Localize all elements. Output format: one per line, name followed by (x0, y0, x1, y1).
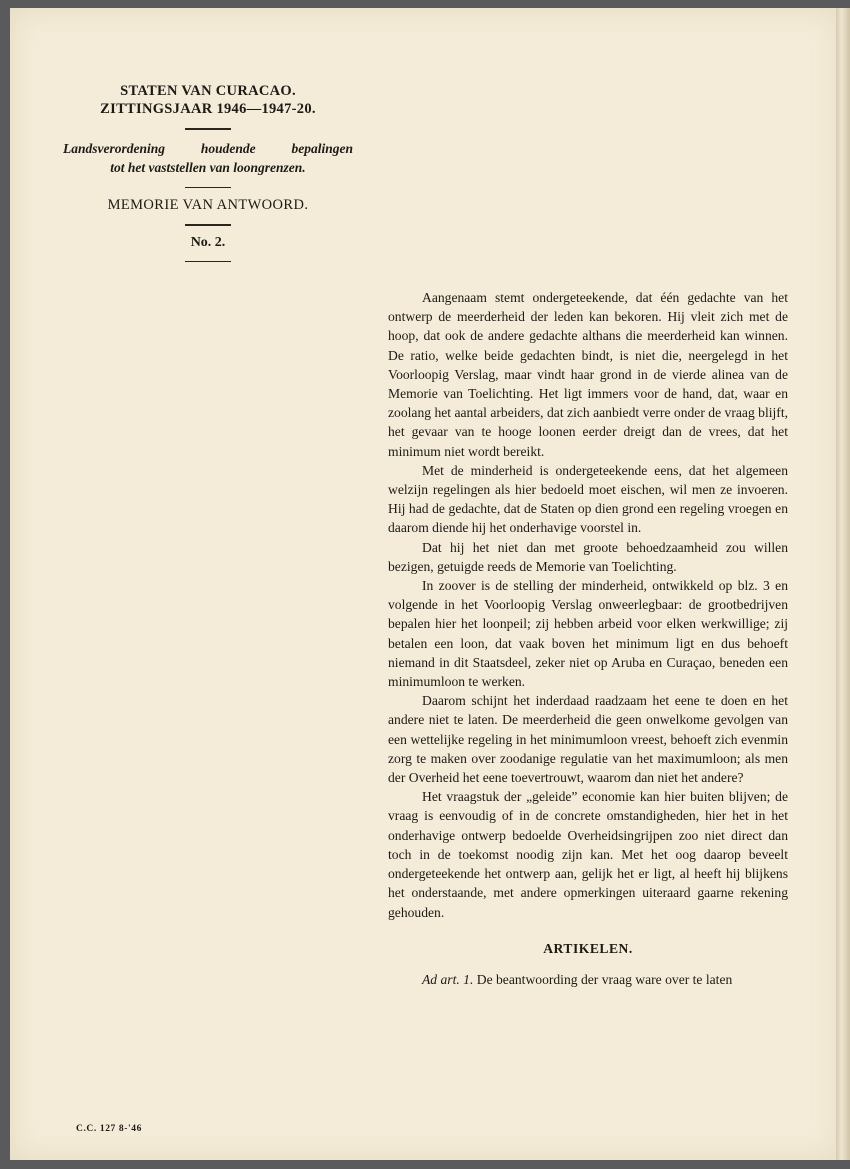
divider-rule (185, 261, 231, 263)
subtitle-line-1: Landsverordening houdende bepalingen (63, 140, 353, 156)
subtitle (58, 139, 358, 177)
paragraph: In zoover is de stelling der minderheid, ontwikkeld op blz. 3 en volgende in het Voorloopig Verslag onweerlegbaar: de grootbedrijven bepalen hier het loonpeil; zij hebben arbeid voor elken werkwillige; zij betalen een loon, dat vaak boven het minimum ligt en dus behoeft niemand in dit Staatsdeel, zeker niet op Aruba en Curaçao, beneden een minimumloon te werken. (388, 578, 788, 690)
document-header (58, 82, 358, 271)
title-line-2: ZITTINGSJAAR 1946—1947-20. (100, 101, 316, 117)
divider-rule (185, 187, 231, 189)
document-number: No. 2. (190, 234, 226, 250)
subtitle-line-2: tot het vaststellen van loongrenzen. (110, 159, 306, 175)
paragraph: Aangenaam stemt ondergeteekende, dat één gedachte van het ontwerp de meerderheid der leden kan bekoren. Hij vleit zich met de hoop, dat ook de andere gedachte althans die meerderheid kan winnen. De ratio, welke beide gedachten bindt, is niet die, neergelegd in het Voorloopig Verslag, maar vindt haar grond in de vierde alinea van de Memorie van Toelichting. Het ligt immers voor de hand, dat, waar en zoolang het aantal arbeiders, dat zich aanbiedt verre onder de vraag blijft, het gevaar van te hooge loonen eerder dreigt dan de vrees, dat het minimum niet wordt bereikt. (388, 290, 788, 459)
document-type: MEMORIE VAN ANTWOORD. (107, 197, 309, 213)
article-text: De beantwoording der vraag ware over te laten (476, 971, 733, 987)
divider-rule (185, 224, 231, 226)
paragraph: Dat hij het niet dan met groote behoedzaamheid zou willen bezigen, getuigde reeds de Memorie van Toelichting. (388, 539, 788, 574)
article-paragraph (388, 970, 788, 989)
divider-rule (185, 128, 231, 130)
paragraph: Het vraagstuk der „geleide” economie kan hier buiten blijven; de vraag is eenvoudig of in de concrete omstandigheden, hier het in het onderhavige ontwerp bedoelde Overheidsingrijpen zoo niet direct dan toch in de toekomst noodig zijn kan. Met het oog daarop beveelt ondergeteekende het ontwerp aan, gelijk het er ligt, al heeft hij blijkens het onderstaande, met andere opmerkingen uiteraard gaarne rekening gehouden. (388, 789, 788, 920)
section-heading: ARTIKELEN. (543, 940, 633, 956)
title-line-1: STATEN VAN CURACAO. (120, 83, 296, 99)
paragraph: Met de minderheid is ondergeteekende eens, dat het algemeen welzijn regelingen als hier bedoeld moet eischen, wil men ze invoeren. Hij had de gedachte, dat de Staten op dien grond een regeling vroegen en daarom diende hij het onderhavige voorstel in. (388, 462, 788, 536)
paragraph: Daarom schijnt het inderdaad raadzaam het eene te doen en het andere niet te laten. De meerderheid die geen onwelkome gevolgen van een wettelijke regeling in het minimumloon vreest, behoeft zich evenmin zorg te maken over zoodanige regulatie van het maximumloon; als men der Overheid het eene toevertrouwt, waarom dan niet het andere? (388, 693, 788, 786)
article-reference: Ad art. 1. (422, 971, 474, 987)
body-text (388, 288, 788, 989)
print-code: C.C. 127 8-'46 (76, 1124, 142, 1134)
page-edge (836, 8, 850, 1160)
